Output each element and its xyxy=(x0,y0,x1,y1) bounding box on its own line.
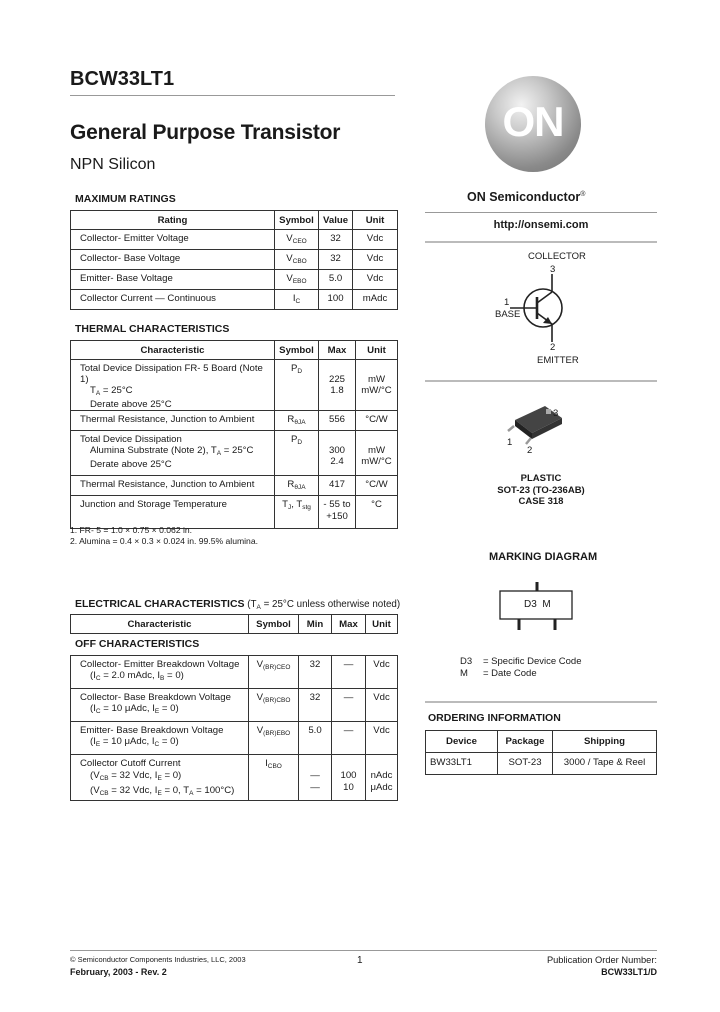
thermal-table: Characteristic Symbol Max Unit Total Device Dissipation FR- 5 Board (Note 1) $T_A = 25^\circ C$ Derate above 25°C $P_D$ 225 1.8 mW mW/°C Thermal Resistance, Junction to Ambient $R_{\theta JA}$ 556 °C/W Total Device Dissipation Alumina Substrate (Note 2), $T_A = 25^\circ C$ Derate above 25°C $P_D$ 300 2.4 mW mW/°C Thermal Resistance, Junction to Ambient $R_{\theta JA}$ 417 °C/W Junction and Storage Temperature $T_J$, $T_{stg}$ - 55 to +150 °C xyxy=(70,340,398,529)
off-characteristics-heading: OFF CHARACTERISTICS xyxy=(75,638,200,650)
divider xyxy=(425,701,657,703)
npn-transistor-symbol xyxy=(510,274,580,344)
electrical-table: Characteristic Symbol Min Max Unit xyxy=(70,614,398,634)
table-row: Total Device Dissipation Alumina Substrate (Note 2), $T_A = 25^\circ C$ Derate above 25°C $P_D$ 300 2.4 mW mW/°C xyxy=(71,431,398,476)
package-pin2: 2 xyxy=(527,445,533,456)
publication-number: BCW33LT1/D xyxy=(601,967,657,977)
on-logo: ON xyxy=(485,76,581,172)
electrical-heading: ELECTRICAL CHARACTERISTICS ($T_A = 25^\circ C$ unless otherwise noted) xyxy=(75,598,401,611)
legend-code-value: = Specific Device Code xyxy=(483,656,582,667)
note-1: 1. FR- 5 = 1.0 × 0.75 × 0.062 in. xyxy=(70,525,193,535)
ordering-heading: ORDERING INFORMATION xyxy=(428,712,561,724)
table-row: Thermal Resistance, Junction to Ambient $R_{\theta JA}$ 556 °C/W xyxy=(71,411,398,431)
part-number: BCW33LT1 xyxy=(70,68,175,90)
collector-label: COLLECTOR xyxy=(528,251,586,262)
package-pin3: 3 xyxy=(553,408,559,419)
table-row: Total Device Dissipation FR- 5 Board (Note 1) $T_A = 25^\circ C$ Derate above 25°C $P_D$ 225 1.8 mW mW/°C xyxy=(71,360,398,411)
base-label: BASE xyxy=(495,309,521,320)
revision-date: February, 2003 - Rev. 2 xyxy=(70,967,167,977)
brand-name: ON Semiconductor® xyxy=(467,190,586,204)
max-ratings-table: Rating Symbol Value Unit Collector- Emitter Voltage $V_{CEO}$ 32 Vdc Collector- Base Voltage $V_{CBO}$ 32 Vdc Emitter- Base Voltage $V_{EBO}$ 5.0 Vdc Collector Current — Continuous $I_C$ 100 mAdc xyxy=(70,210,398,310)
publication-label: Publication Order Number: xyxy=(546,955,657,965)
footer-divider xyxy=(70,950,657,951)
max-ratings-heading: MAXIMUM RATINGS xyxy=(75,193,176,205)
marking-code: D3 M xyxy=(524,599,551,610)
copyright: © Semiconductor Components Industries, LLC, 2003 xyxy=(70,955,246,964)
divider xyxy=(70,95,395,96)
package-pin1: 1 xyxy=(507,437,513,448)
page-subtitle: NPN Silicon xyxy=(70,156,156,173)
ordering-table: Device Package Shipping BW33LT1 SOT-23 3000 / Tape & Reel xyxy=(425,730,657,775)
table-row: Emitter- Base Breakdown Voltage ($I_E = 10$ μAdc, $I_C = 0$) $V_{(BR)EBO}$ 5.0 — Vdc xyxy=(71,722,398,755)
table-row: Thermal Resistance, Junction to Ambient $R_{\theta JA}$ 417 °C/W xyxy=(71,476,398,496)
table-row: Collector- Base Voltage $V_{CBO}$ 32 Vdc xyxy=(71,250,398,270)
page-title: General Purpose Transistor xyxy=(70,121,341,144)
marking-heading: MARKING DIAGRAM xyxy=(489,551,598,563)
package-info: PLASTIC SOT-23 (TO-236AB) CASE 318 xyxy=(497,473,585,507)
table-row: Collector- Emitter Breakdown Voltage ($I_C = 2.0$ mAdc, $I_B = 0$) $V_{(BR)CEO}$ 32 — Vdc xyxy=(71,656,398,689)
legend-code-key: D3 xyxy=(460,656,473,667)
pin3-label: 3 xyxy=(550,264,556,275)
table-row: Emitter- Base Voltage $V_{EBO}$ 5.0 Vdc xyxy=(71,270,398,290)
thermal-heading: THERMAL CHARACTERISTICS xyxy=(75,323,230,335)
table-row: Junction and Storage Temperature $T_J$, $T_{stg}$ - 55 to +150 °C xyxy=(71,496,398,529)
table-row: Collector Current — Continuous $I_C$ 100 mAdc xyxy=(71,290,398,310)
divider xyxy=(425,241,657,243)
pin1-label: 1 xyxy=(504,297,510,308)
page-number: 1 xyxy=(357,955,363,966)
website-link[interactable]: http://onsemi.com xyxy=(493,219,589,231)
table-row: Collector- Base Breakdown Voltage ($I_C = 10$ μAdc, $I_E = 0$) $V_{(BR)CBO}$ 32 — Vdc xyxy=(71,689,398,722)
table-row: BW33LT1 SOT-23 3000 / Tape & Reel xyxy=(426,753,657,775)
table-row: Collector- Emitter Voltage $V_{CEO}$ 32 Vdc xyxy=(71,230,398,250)
legend-date-value: = Date Code xyxy=(483,668,537,679)
note-2: 2. Alumina = 0.4 × 0.3 × 0.024 in. 99.5% alumina. xyxy=(70,536,258,546)
off-characteristics-table xyxy=(70,655,398,801)
divider xyxy=(425,212,657,213)
emitter-label: EMITTER xyxy=(537,355,579,366)
divider xyxy=(425,380,657,382)
table-row: Collector Cutoff Current ($V_{CB} = 32$ Vdc, $I_E = 0$) ($V_{CB} = 32$ Vdc, $I_E = 0$, $T_A = 100^\circ C$) $I_{CBO}$ — — 100 10 nAdc μAdc xyxy=(71,755,398,801)
legend-date-key: M xyxy=(460,668,468,679)
pin2-label: 2 xyxy=(550,342,556,353)
